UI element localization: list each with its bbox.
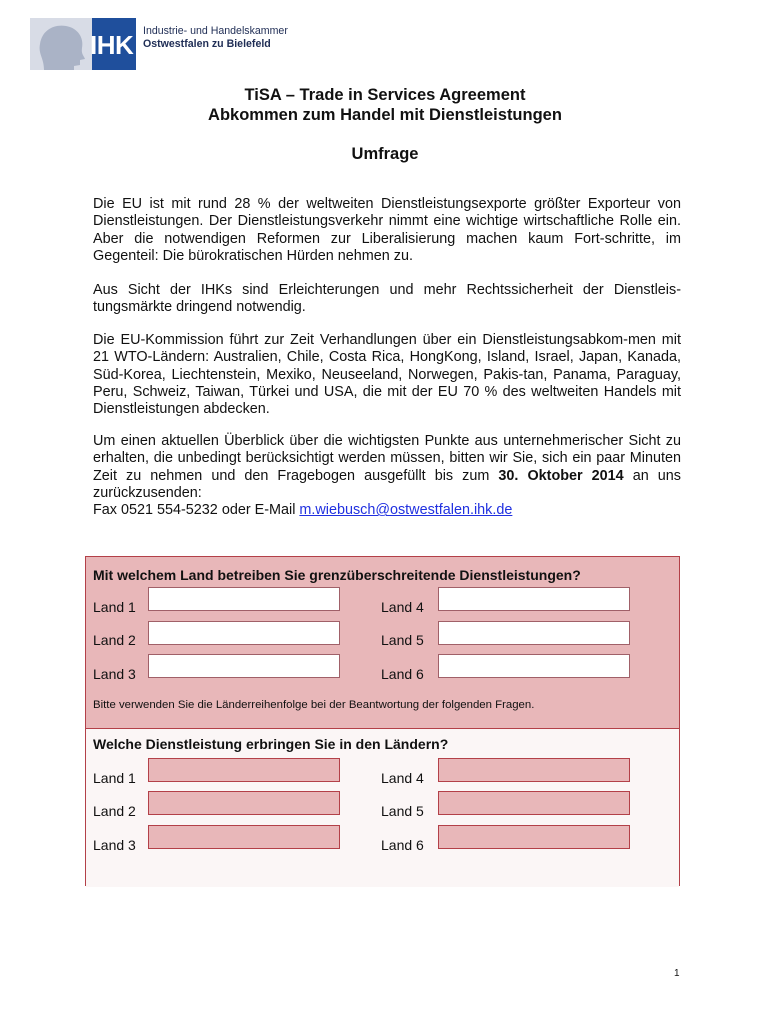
land-2-label: Land 2 xyxy=(93,803,136,819)
land-6-label: Land 6 xyxy=(381,666,424,682)
org-line-2: Ostwestfalen zu Bielefeld xyxy=(143,38,271,50)
page-number: 1 xyxy=(674,968,680,979)
services-section xyxy=(86,729,679,887)
land-3-label: Land 3 xyxy=(93,666,136,682)
request-paragraph xyxy=(93,433,681,519)
land-6-service-input[interactable] xyxy=(438,825,630,849)
document-title: TiSA – Trade in Services Agreement xyxy=(244,86,526,104)
land-3-country-input[interactable] xyxy=(148,654,340,678)
land-6-label: Land 6 xyxy=(381,837,424,853)
land-4-service-input[interactable] xyxy=(438,758,630,782)
request-text-after: an uns zurückzusenden: xyxy=(93,467,681,501)
ihk-logo xyxy=(30,18,136,70)
land-5-label: Land 5 xyxy=(381,803,424,819)
negotiations-paragraph: Die EU-Kommission führt zur Zeit Verhandlungen über ein Dienstleistungsabkom-men mit 21 WTO-Ländern: Australien, Chile, Costa Rica, HongKong, Island, Israel, Japan, Kanada, Süd-Korea, Liechtenstein, Mexiko, Neuseeland, Norwegen, Pakis-tan, Panama, Paraguay, Peru, Schweiz, Taiwan, Türkei und USA, die mit der EU 70 % des weltweiten Handels mit Dienstleistungen abdecken. xyxy=(93,332,681,418)
countries-question: Mit welchem Land betreiben Sie grenzüberschreitende Dienstleistungen? xyxy=(93,567,581,583)
survey-form xyxy=(85,556,680,886)
deadline-date: 30. Oktober 2014 xyxy=(498,467,624,484)
document-subtitle: Abkommen zum Handel mit Dienstleistungen xyxy=(208,106,562,124)
land-5-label: Land 5 xyxy=(381,632,424,648)
organization-name xyxy=(143,25,288,51)
land-2-country-input[interactable] xyxy=(148,621,340,645)
org-line-1: Industrie- und Handelskammer xyxy=(143,25,288,37)
services-question: Welche Dienstleistung erbringen Sie in den Ländern? xyxy=(93,736,449,752)
land-5-service-input[interactable] xyxy=(438,791,630,815)
head-silhouette-icon xyxy=(30,18,92,70)
countries-section xyxy=(86,557,679,729)
land-2-service-input[interactable] xyxy=(148,791,340,815)
ihk-view-paragraph: Aus Sicht der IHKs sind Erleichterungen und mehr Rechtssicherheit der Dienstleis-tungsmärkte dringend notwendig. xyxy=(93,282,681,316)
land-1-label: Land 1 xyxy=(93,599,136,615)
land-4-label: Land 4 xyxy=(381,770,424,786)
request-text: Um einen aktuellen Überblick über die wichtigsten Punkte aus unternehmerischer Sicht zu erhalten, die unbedingt berücksichtigt werden müssen, bitten wir Sie, sich ein paar Minuten Zeit zu nehmen und den Fragebogen ausgefüllt bis zum xyxy=(93,433,681,484)
country-order-note: Bitte verwenden Sie die Länderreihenfolge bei der Beantwortung der folgenden Fragen. xyxy=(93,699,535,711)
land-4-label: Land 4 xyxy=(381,599,424,615)
land-6-country-input[interactable] xyxy=(438,654,630,678)
land-3-service-input[interactable] xyxy=(148,825,340,849)
land-1-service-input[interactable] xyxy=(148,758,340,782)
contact-text: Fax 0521 554-5232 oder E-Mail xyxy=(93,502,300,519)
land-1-country-input[interactable] xyxy=(148,587,340,611)
intro-paragraph: Die EU ist mit rund 28 % der weltweiten Dienstleistungsexporte größter Exporteur von Dienstleistungen. Der Dienstleistungsverkehr nimmt eine wichtige wirtschaftliche Rolle ein. Aber die notwendigen Reformen zur Liberalisierung machen kaum Fort-schritte, im Gegenteil: Die bürokratischen Hürden nehmen zu. xyxy=(93,196,681,264)
land-1-label: Land 1 xyxy=(93,770,136,786)
logo-text: IHK xyxy=(90,30,134,60)
land-4-country-input[interactable] xyxy=(438,587,630,611)
land-2-label: Land 2 xyxy=(93,632,136,648)
land-3-label: Land 3 xyxy=(93,837,136,853)
email-link[interactable]: m.wiebusch@ostwestfalen.ihk.de xyxy=(299,502,513,519)
land-5-country-input[interactable] xyxy=(438,621,630,645)
survey-heading: Umfrage xyxy=(351,145,419,163)
